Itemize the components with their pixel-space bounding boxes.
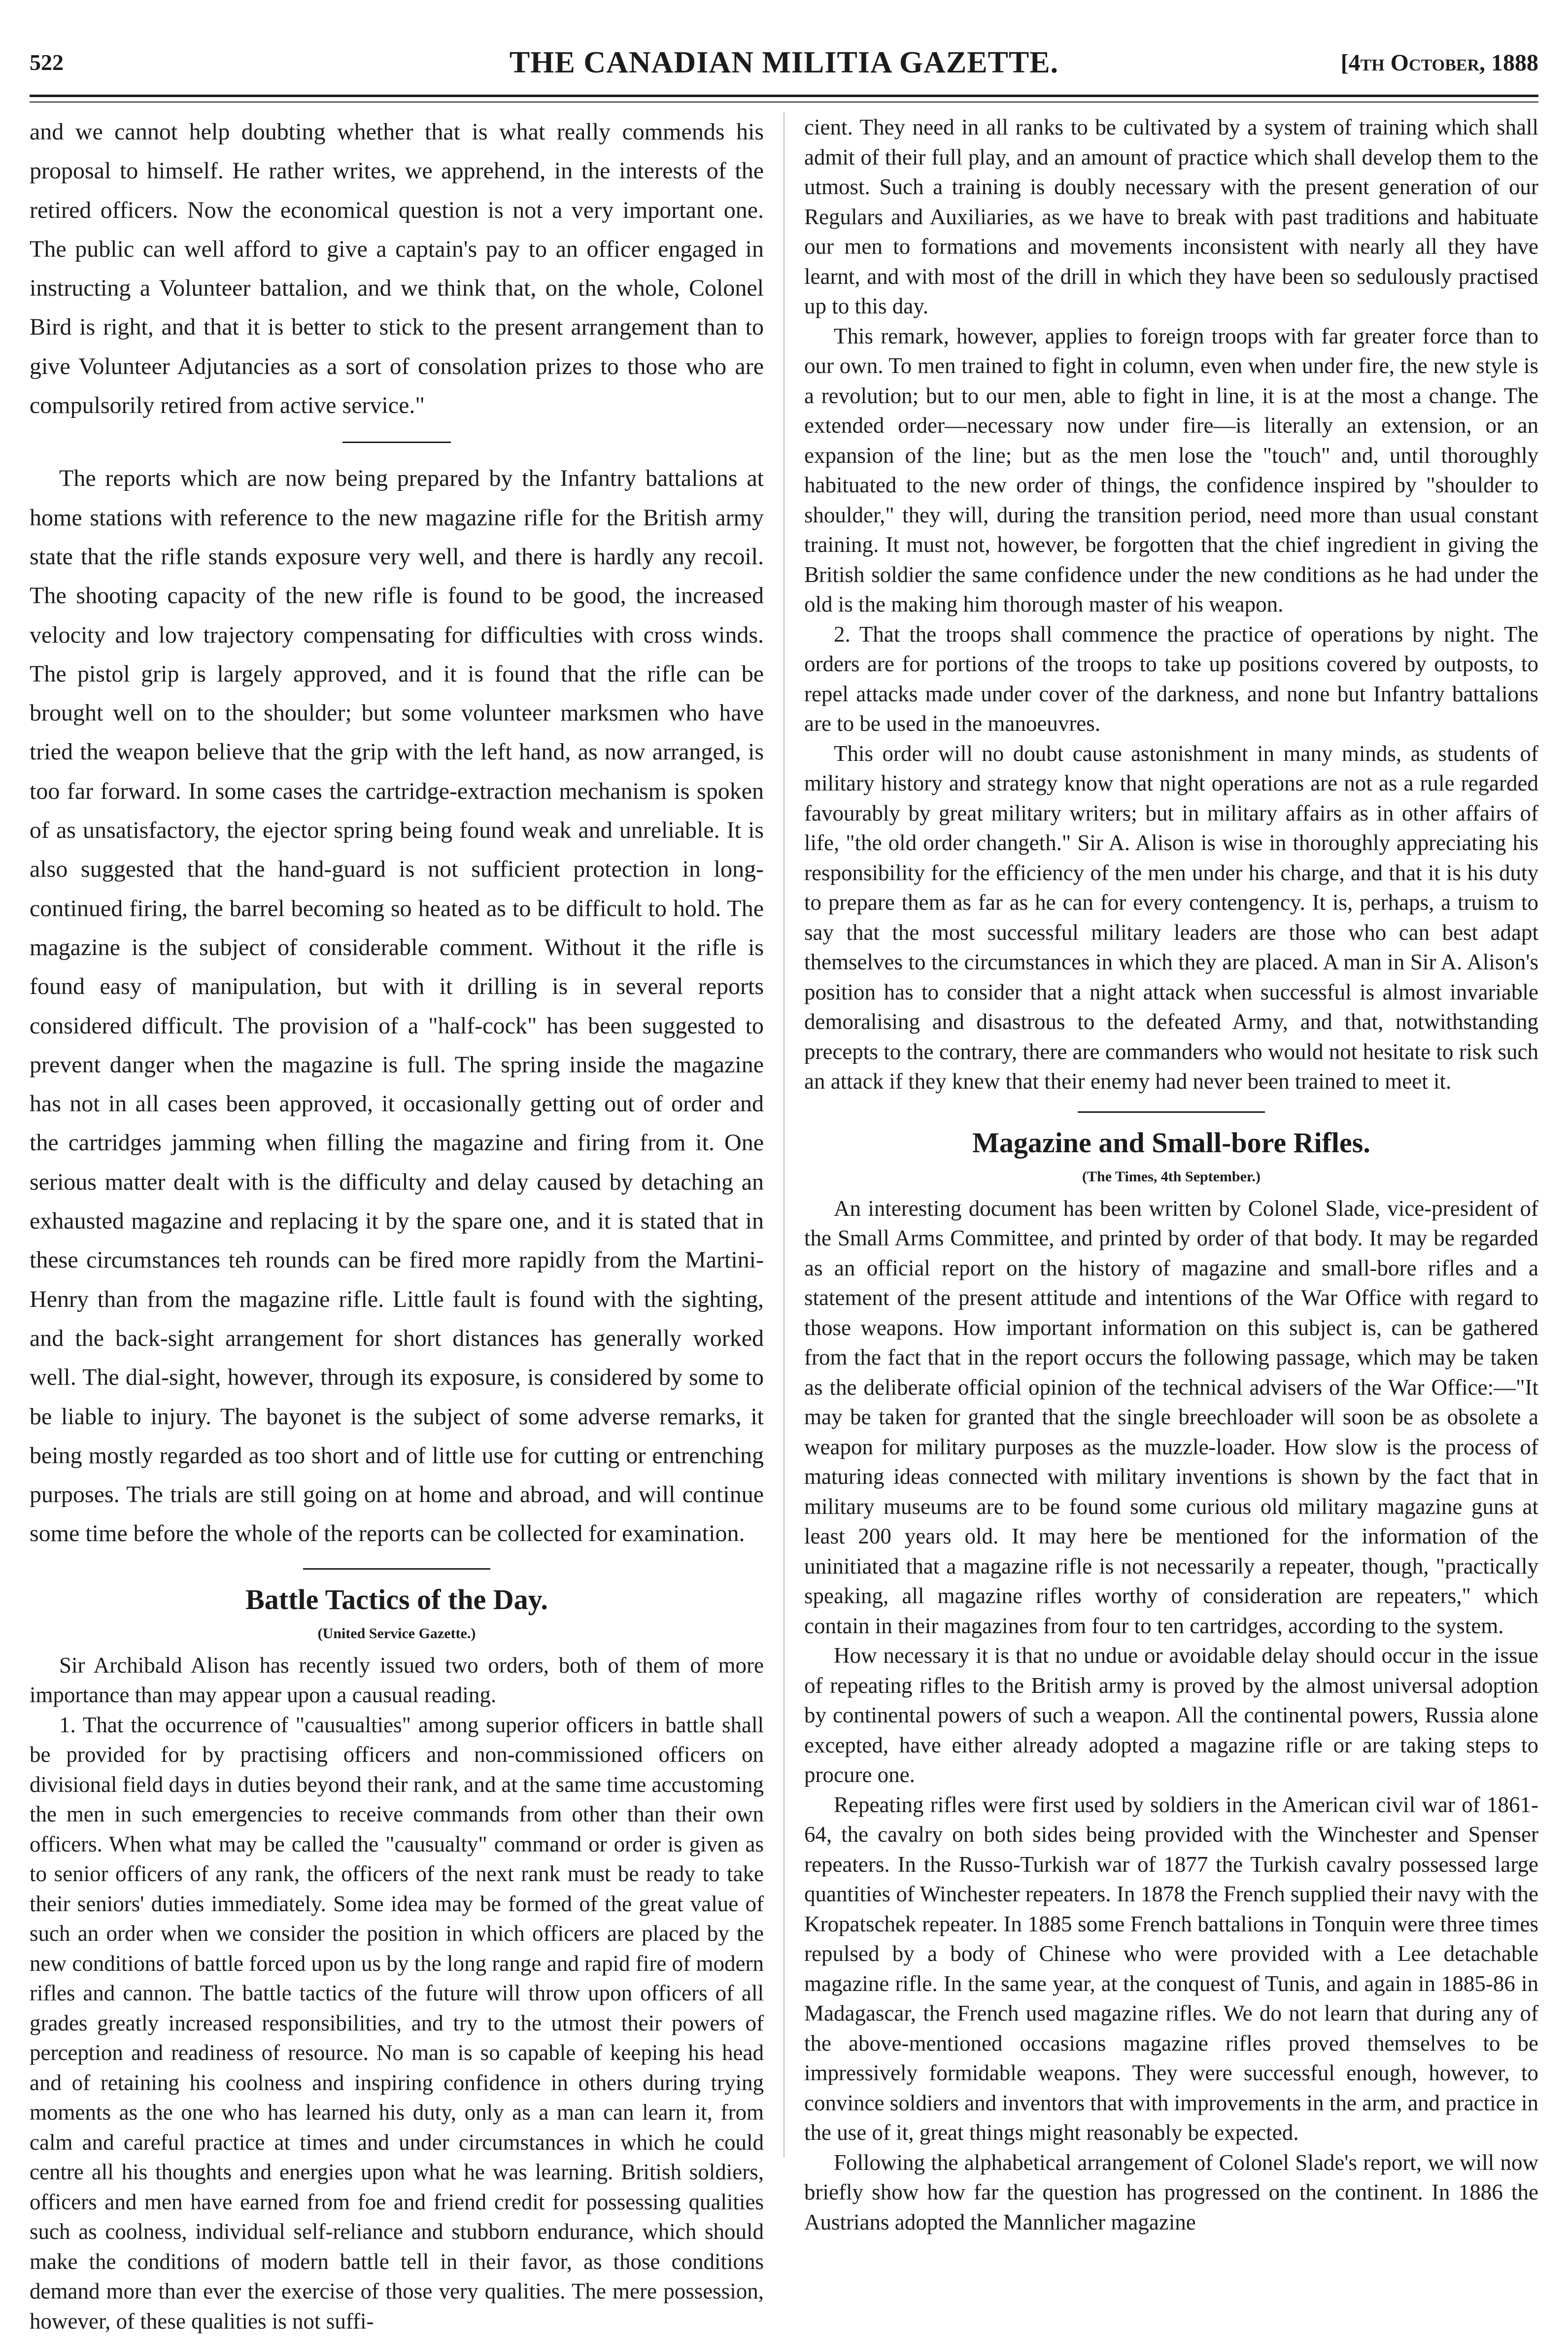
paragraph: cient. They need in all ranks to be cultivated by a system of training which shall admit of their full play, and an amount of practice which shall develop them to the utmost. Such a training is doubly necessary with the present generation of our Regulars and Auxiliaries, as we have to break with past traditions and habituate our men to formations and movements inconsistent with nearly all they have learnt, and with most of the drill in which they have been so sedulously practised up to this day. bbox=[804, 115, 1538, 318]
section-divider bbox=[303, 1568, 490, 1570]
page-number: 522 bbox=[30, 50, 64, 75]
paragraph: Following the alphabetical arrangement of Colonel Slade's report, we will now briefly show how far the question has progressed on the continent. In 1886 the Austrians adopted the Mannlicher magazine bbox=[804, 2150, 1538, 2234]
section-divider bbox=[1078, 1111, 1265, 1113]
header-rule-thick bbox=[30, 95, 1538, 97]
left-column bbox=[30, 112, 764, 2334]
paragraph: Sir Archibald Alison has recently issued two orders, both of them of more importance than may appear upon a causual reading. bbox=[30, 1652, 764, 1708]
paragraph: Repeating rifles were first used by soldiers in the American civil war of 1861-64, the cavalry on both sides being provided with the Winchester and Spenser repeaters. In the Russo-Turkish war of 1877 the Turkish cavalry possessed large quantities of Winchester repeaters. In 1878 the French supplied their navy with the Kropatschek repeater. In 1885 some French battalions in Tonquin were three times repulsed by a body of Chinese who were provided with a Lee detachable magazine rifle. In the same year, at the conquest of Tunis, and again in 1885-86 in Madagascar, the French used magazine rifles. We do not learn that during any of the above-mentioned occasions magazine rifles proved themselves to be impressively formidable weapons. They were successful enough, however, to convince soldiers and inventors that with improvements in the arm, and practice in the use of it, great things might reasonably be expected. bbox=[804, 1792, 1538, 2145]
paragraph: This order will no doubt cause astonishment in many minds, as students of military history and strategy know that night operations are not as a rule regarded favourably by great military writers; but in military affairs as in other affairs of life, "the old order changeth." Sir A. Alison is wise in thoroughly appreciating his responsibility for the efficiency of the men under his charge, and that it is his duty to prepare them as far as he can for every contengency. It is, perhaps, a truism to say that the most successful military leaders are those who can best adapt themselves to the circumstances in which they are placed. A man in Sir A. Alison's position has to consider that a night attack when successful is almost invariable demoralising and disastrous to the defeated Army, and that, notwithstanding precepts to the contrary, there are commanders who would not hesitate to risk such an attack if they knew that their enemy had never been trained to meet it. bbox=[804, 741, 1538, 1094]
paragraph: 1. That the occurrence of "causualties" among superior officers in battle shall be provided for by practising officers and non-commissioned officers on divisional field days in duties beyond their rank, and at the same time accustoming the men in such emergencies to receive commands from other than their own officers. When what may be called the "causualty" command or order is given as to senior officers of any rank, the officers of the next rank must be ready to take their seniors' duties immediately. Some idea may be formed of the great value of such an order when we consider the position in which officers are placed by the new conditions of battle forced upon us by the long range and rapid fire of modern rifles and cannon. The battle tactics of the future will throw upon officers of all grades greatly increased responsibilities, and try to the utmost their powers of perception and readiness of resource. No man is so capable of keeping his head and of retaining his coolness and inspiring confidence in others during trying moments as the one who has learned his duty, only as a man can learn it, from calm and careful practice at times and under circumstances in which he could centre all his thoughts and energies upon what he was learning. British soldiers, officers and men have earned from foe and friend credit for possessing qualities such as coolness, individual self-reliance and stubborn endurance, which should make the conditions of modern battle tell in their favor, as those conditions demand more than ever the exercise of those very qualities. The mere possession, however, of these qualities is not suffi- bbox=[30, 1712, 764, 2334]
paragraph: 2. That the troops shall commence the practice of operations by night. The orders are for portions of the troops to take up positions covered by outposts, to repel attacks made under cover of the darkness, and none but Infantry battalions are to be used in the manoeuvres. bbox=[804, 621, 1538, 736]
page-header bbox=[30, 45, 1538, 95]
masthead-title: THE CANADIAN MILITIA GAZETTE. bbox=[509, 46, 1059, 79]
paragraph: and we cannot help doubting whether that is what really commends his proposal to himself. He rather writes, we apprehend, in the interests of the retired officers. Now the economical question is not a very important one. The public can well afford to give a captain's pay to an officer engaged in instructing a Volunteer battalion, and we think that, on the whole, Colonel Bird is right, and that it is better to stick to the present arrangement than to give Volunteer Adjutancies as a sort of consolation prizes to those who are compulsorily retired from active service." bbox=[30, 119, 764, 419]
header-rule-thin bbox=[30, 102, 1538, 103]
paragraph: How necessary it is that no undue or avoidable delay should occur in the issue of repeating rifles to the British army is proved by the almost universal adoption by continental powers of such a weapon. All the continental powers, Russia alone excepted, have either already adopted a magazine rifle or are taking steps to procure one. bbox=[804, 1643, 1538, 1787]
article-source: (United Service Gazette.) bbox=[317, 1625, 476, 1642]
article-source: (The Times, 4th September.) bbox=[1082, 1168, 1261, 1185]
issue-date: [4th October, 1888 bbox=[1340, 50, 1538, 76]
section-divider bbox=[342, 442, 451, 443]
article-title: Magazine and Small-bore Rifles. bbox=[972, 1126, 1370, 1159]
article-title: Battle Tactics of the Day. bbox=[245, 1583, 548, 1615]
paragraph: This remark, however, applies to foreign troops with far greater force than to our own. To men trained to fight in column, even when under fire, the new style is a revolution; but to our men, able to fight in line, it is at the most a change. The extended order—necessary now under fire—is literally an extension, or an expansion of the line; but as the men lose the "touch" and, until thoroughly habituated to the new order of things, the confidence inspired by "shoulder to shoulder," they will, during the transition period, need more than usual constant training. It must not, however, be forgotten that the chief ingredient in giving the British soldier the same confidence under the new conditions as he had under the old is the making him thorough master of his weapon. bbox=[804, 323, 1538, 617]
paragraph: The reports which are now being prepared by the Infantry battalions at home stations with reference to the new magazine rifle for the British army state that the rifle stands exposure very well, and there is hardly any recoil. The shooting capacity of the new rifle is found to be good, the increased velocity and low trajectory compensating for difficulties with cross winds. The pistol grip is largely approved, and it is found that the rifle can be brought well on to the shoulder; but some volunteer marksmen who have tried the weapon believe that the grip with the left hand, as now arranged, is too far forward. In some cases the cartridge-extraction mechanism is spoken of as unsatisfactory, the ejector spring being found weak and unreliable. It is also suggested that the hand-guard is not sufficient protection in long-continued firing, the barrel becoming so heated as to be difficult to hold. The magazine is the subject of considerable comment. Without it the rifle is found easy of manipulation, but with it drilling is in several reports considered difficult. The provision of a "half-cock" has been suggested to prevent danger when the magazine is full. The spring inside the magazine has not in all cases been approved, it occasionally getting out of order and the cartridges jamming when filling the magazine and firing from it. One serious matter dealt with is the difficulty and delay caused by detaching an exhausted magazine and replacing it by the spare one, and it is stated that in these circumstances teh rounds can be fired more rapidly from the Martini-Henry than from the magazine rifle. Little fault is found with the sighting, and the back-sight arrangement for short distances has generally worked well. The dial-sight, however, through its exposure, is considered by some to be liable to injury. The bayonet is the subject of some adverse remarks, it being mostly regarded as too short and of little use for cutting or entrenching purposes. The trials are still going on at home and abroad, and will continue some time before the whole of the reports can be collected for examination. bbox=[30, 465, 764, 1547]
right-column bbox=[804, 112, 1538, 2234]
paragraph: An interesting document has been written by Colonel Slade, vice-president of the Small Arms Committee, and printed by order of that body. It may be regarded as an official report on the history of magazine and small-bore rifles and a statement of the present attitude and intentions of the War Office with regard to those weapons. How important information on this subject is, can be gathered from the fact that in the report occurs the following passage, which may be taken as the deliberate official opinion of the technical advisers of the War Office:—"It may be taken for granted that the single breechloader will soon be as obsolete a weapon for military purposes as the muzzle-loader. How slow is the process of maturing ideas connected with military inventions is shown by the fact that in military museums are to be found some curious old military magazine guns at least 200 years old. It may here be mentioned for the information of the uninitiated that a magazine rifle is not necessarily a repeater, though, "practically speaking, all magazine rifles worthy of consideration are repeaters," which contain in their magazines from four to ten cartridges, according to the system. bbox=[804, 1196, 1538, 1638]
